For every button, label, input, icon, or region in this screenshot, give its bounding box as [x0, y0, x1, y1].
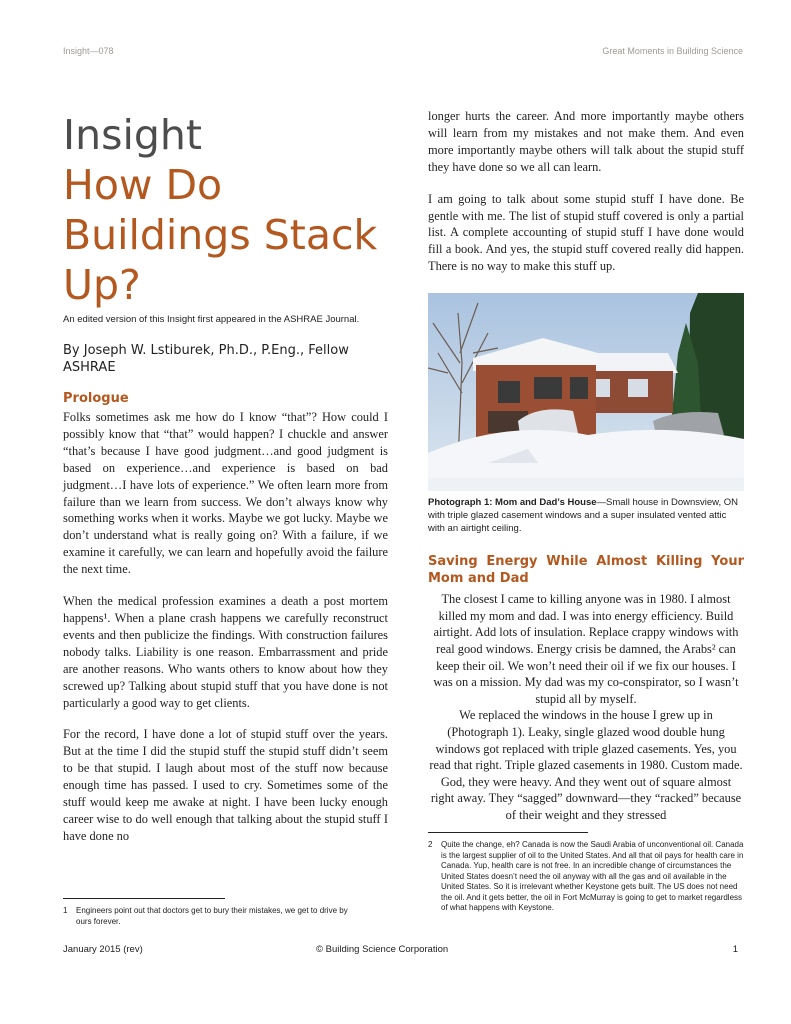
footnote-1-number: 1	[63, 906, 68, 915]
footnote-rule-right	[428, 832, 588, 833]
prologue-paragraph-3: For the record, I have done a lot of stupid stuff over the years. But at the time I did the stupid stuff the stupid stuff didn’t seem to be that stupid. I laugh about most of the stuff now because enough time has passed. I used to cry. Sometimes some of the stuff would keep me awake at night. I have been lucky enough career wise to do well enough that talking about the stupid stuff I have done no	[63, 727, 388, 843]
footnote-1-text: Engineers point out that doctors get to bury their mistakes, we get to drive by ours forever.	[76, 906, 348, 926]
footnote-rule-left	[63, 898, 225, 899]
title-line-2: Buildings Stack	[63, 211, 378, 259]
footnote-2-number: 2	[428, 840, 433, 849]
section-paragraph-2: We replaced the windows in the house I grew up in (Photograph 1). Leaky, single glazed wood double hung windows got replaced with triple glazed casements. Yes, you read that right. Triple glazed casements in 1980. Custom made. God, they were heavy. And they went out of square almost right away. They “sagged” downward—they “racked” because of their weight and they stressed	[429, 708, 743, 822]
footnote-1	[63, 906, 363, 927]
house-photograph-image	[428, 293, 744, 491]
photo-caption	[428, 496, 744, 535]
title-insight: Insight	[63, 111, 202, 159]
prologue-paragraph-1: Folks sometimes ask me how do I know “that”? How could I possibly know that “that” would happen? I chuckle and answer “that’s because I have good judgment…and good judgment is based on experience…and experience is based on bad judgment…I have lots of experience.” We often learn more from failure than we learn from success. We don’t always know why something works when it works. Maybe we got lucky. Maybe we don’t understand what is really going on? With a failure, if we examine it carefully, we can learn and hopefully avoid the failure the next time.	[63, 410, 388, 577]
photo-caption-title: Photograph 1: Mom and Dad’s House	[428, 497, 597, 509]
author-byline: By Joseph W. Lstiburek, Ph.D., P.Eng., Fellow ASHRAE	[63, 343, 349, 375]
footer-copyright: © Building Science Corporation	[316, 944, 449, 955]
section-paragraph-1: The closest I came to killing anyone was in 1980. I almost killed my mom and dad. I was into energy efficiency. Build airtight. Add lots of insulation. Replace crappy windows with real good windows. Energy crisis be damned, the Arabs² can keep their oil. We won’t need their oil if we fix our houses. I was on a mission. My dad was my co-conspirator, so I wasn’t stupid all by myself.	[433, 592, 739, 706]
left-column	[63, 110, 388, 845]
footer-date: January 2015 (rev)	[63, 944, 143, 955]
photo-caption-text: —Small house in Downsview, ON with triple glazed casement windows and a super insulated vented attic with an airtight ceiling.	[428, 497, 739, 535]
footer-page-number: 1	[732, 944, 738, 955]
house-photograph	[428, 293, 744, 491]
prologue-paragraph-4: I am going to talk about some stupid stuff I have done. Be gentle with me. The list of stupid stuff covered is only a partial list. A complete accounting of stupid stuff I have done would fill a book. And yes, the stupid stuff covered really did happen. There is no way to make this stuff up.	[428, 191, 744, 274]
section-heading-saving-energy: Saving Energy While Almost Killing Your Mom and Dad	[428, 554, 744, 587]
running-header-left: Insight—078	[63, 46, 114, 56]
prologue-paragraph-3-continued: longer hurts the career. And more importantly maybe others will learn from my mistakes and not make them. And even more importantly maybe others will talk about the stupid stuff they have done so we all can learn.	[428, 109, 744, 174]
title-line-3: Up?	[63, 261, 141, 309]
prologue-heading: Prologue	[63, 391, 129, 406]
edited-version-note: An edited version of this Insight first appeared in the ASHRAE Journal.	[63, 314, 360, 325]
footnote-2	[428, 840, 744, 914]
title-line-1: How Do	[63, 161, 223, 209]
right-column	[428, 108, 744, 823]
prologue-paragraph-2: When the medical profession examines a death a post mortem happens¹. When a plane crash happens we carefully reconstruct events and then publicize the findings. With construction failures nobody talks. Liability is one reason. Embarrassment and pride are another reasons. Who wants others to know about how they screwed up? Talking about stupid stuff that you have done is not particularly a good way to get clients.	[63, 594, 388, 710]
footnote-2-text: Quite the change, eh? Canada is now the Saudi Arabia of unconventional oil. Canada is the largest supplier of oil to the United States. And all that oil pays for health care in Canada. Yup, health care is not free. In an incredible change of circumstances the United States doesn’t need the oil anyway with all the gas and oil available in the United States. So it is irrelevant whether Keystone gets built. The US does not need the oil. And it gets better, the oil in Fort McMurray is going to get to market regardless of what happens with Keystone.	[441, 840, 744, 912]
running-header-right: Great Moments in Building Science	[602, 46, 743, 56]
